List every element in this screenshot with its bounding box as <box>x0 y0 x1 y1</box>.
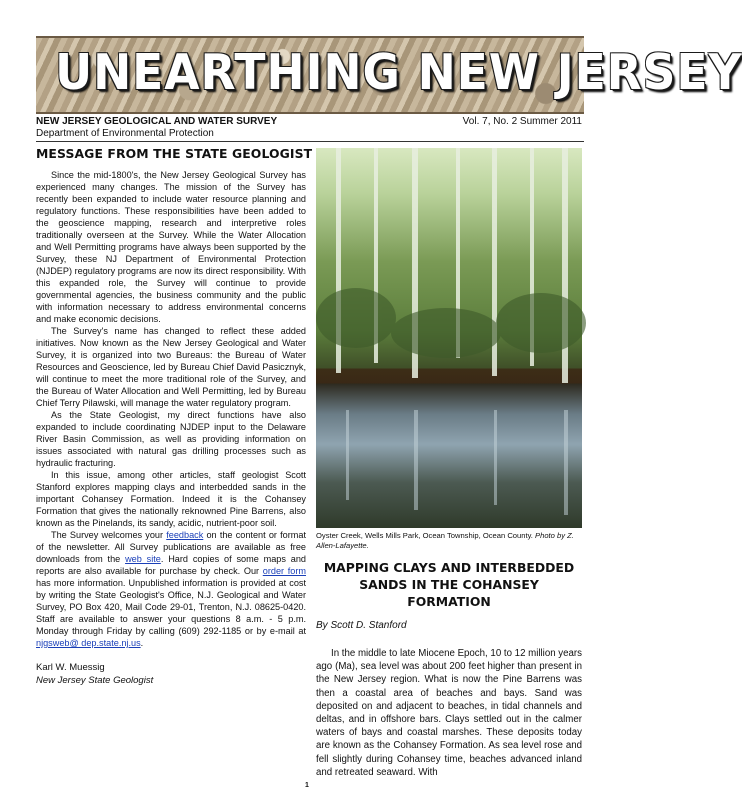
title-line: SANDS IN THE COHANSEY FORMATION <box>359 577 539 609</box>
web-site-link[interactable]: web site <box>125 554 161 564</box>
signature-title: New Jersey State Geologist <box>36 675 154 686</box>
paragraph: The Survey's name has changed to reflect these added initiatives. Now known as the New Jersey Geological and Water Survey, it is organized into two Bureaus: the Bureau of Water Resources and Geoscience, led by Bureau Chief David Pasicznyk, will continue to meet the more traditional role of the Survey, and the Bureau of Water Allocation and Well Permitting, led by Bureau Chief Terry Pilawski, will manage the water regulatory program. <box>36 326 306 408</box>
text: on the content or format of the newsletter. All Survey publications are available as free downloads from the <box>36 530 306 564</box>
page-number: 1 <box>305 782 309 789</box>
signature-block <box>36 661 306 687</box>
article-title-state-geologist: MESSAGE FROM THE STATE GEOLOGIST <box>36 146 313 161</box>
signature-name: Karl W. Muessig <box>36 662 105 673</box>
paragraph: In the middle to late Miocene Epoch, 10 to 12 million years ago (Ma), sea level was about 200 feet higher than present in the New Jersey region. What is now the Pine Barrens was then a coastal area of beaches and bays. Sand was deposited on and adjacent to beaches, in tidal channels and deltas, and in offshore bars. Clays settled out in the calmer waters of bays and coastal marshes. These deposits today are known as the Cohansey Formation. As sea level rose and fell slightly during Cohansey time, beaches advanced inland and retreated seaward. With <box>316 648 582 778</box>
right-column <box>316 559 582 779</box>
article-title-cohansey <box>316 559 582 610</box>
paragraph-contact <box>36 529 306 649</box>
text: The Survey welcomes your <box>51 530 167 540</box>
creek-photo <box>316 148 582 528</box>
header-divider <box>36 141 584 142</box>
photo-caption <box>316 531 582 550</box>
paragraph: As the State Geologist, my direct functions have also expanded to include coordinating NJDEP input to the Delaware River Basin Commission, as well as providing information on issues associated with natural gas drilling processes such as hydraulic fracturing. <box>36 410 306 468</box>
text: . Hard copies of some maps and reports are also available for purchase by check. Our <box>36 554 306 576</box>
forest-illustration <box>316 148 582 528</box>
text: . <box>140 638 144 648</box>
paragraph: Since the mid-1800's, the New Jersey Geological Survey has experienced many changes. The mission of the Survey has recently been expanded to include water resource planning and regulatory functions. These responsibilities have been added to the geoscience mapping, research and interpretive roles traditionally overseen at the Survey. While the Water Allocation and Well Permitting programs have always been supported by the Survey, these NJ Department of Environmental Protection (NJDEP) regulatory programs are now its direct responsibility. With this expanded role, the Survey will continue to provide governmental agencies, the business community and the public with information necessary to address environmental concerns and make economic decisions. <box>36 170 306 324</box>
email-link[interactable]: njgsweb@ dep.state.nj.us <box>36 638 141 648</box>
department-name: Department of Environmental Protection <box>36 128 214 139</box>
left-column <box>36 146 313 687</box>
issue-info: Vol. 7, No. 2 Summer 2011 <box>462 116 582 127</box>
text: has more information. Unpublished information is provided at cost by writing the State Geologist's Office, N.J. Geological and Water Survey, PO Box 420, Mail Code 29-01, Trenton, N.J. 08625-0420. Staff are available to answer your questions 8 a.m. - 5 p.m. Monday through Friday by calling (609) 292-1185 or by e-mail at <box>36 578 306 636</box>
organization-name: NEW JERSEY GEOLOGICAL AND WATER SURVEY <box>36 116 278 127</box>
order-form-link[interactable]: order form <box>262 566 307 576</box>
newsletter-title: UNEARTHING NEW JERSEY <box>55 44 742 101</box>
feedback-link[interactable]: feedback <box>166 530 204 540</box>
caption-text: Oyster Creek, Wells Mills Park, Ocean Township, Ocean County. <box>316 531 536 540</box>
byline: By Scott D. Stanford <box>316 620 407 631</box>
photo-credit: Photo by Z. Allen-Lafayette. <box>316 531 574 550</box>
masthead-banner <box>36 36 742 114</box>
paragraph: In this issue, among other articles, staff geologist Scott Stanford explores mapping clays and interbedded sands in the important Cohansey Formation. Indeed it is the Cohansey Formation that gives the nationally reknowned Pine Barrens, also known as the Pinelands, its sandy, acidic, nutrient-poor soil. <box>36 470 306 528</box>
title-line: MAPPING CLAYS AND INTERBEDDED <box>323 560 575 575</box>
